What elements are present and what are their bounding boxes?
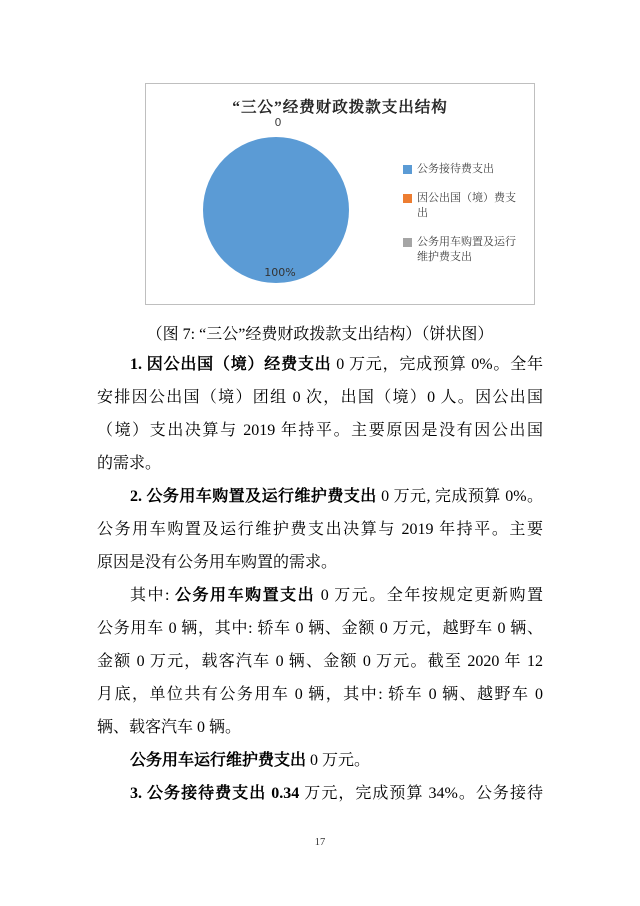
text-segment: 万元，完成预算 34%。公务接待 xyxy=(299,785,543,802)
page-number: 17 xyxy=(314,837,326,848)
legend-swatch-gray-icon xyxy=(403,238,412,247)
text-segment: 0 万元。 xyxy=(306,752,371,769)
body-line xyxy=(97,777,543,810)
body-line xyxy=(97,381,543,414)
pie-slice-reception-expense xyxy=(203,137,349,283)
pie-zero-label: 0 xyxy=(274,116,282,129)
body-line xyxy=(97,480,543,513)
text-segment: 金额 0 万元，载客汽车 0 辆、金额 0 万元。截至 2020 年 12 xyxy=(97,653,543,670)
expenditure-structure-chart xyxy=(145,83,535,305)
legend-label: 因公出国（境）费支出 xyxy=(417,192,516,219)
text-segment: 其中: xyxy=(130,587,176,604)
text-segment: 2. 公务用车购置及运行维护费支出 xyxy=(130,488,377,505)
body-line xyxy=(97,612,543,645)
legend-swatch-blue-icon xyxy=(403,165,412,174)
text-segment: 0 万元，完成预算 0%。全年 xyxy=(331,356,543,373)
body-line xyxy=(97,645,543,678)
text-segment: 公务用车购置及运行维护费支出决算与 2019 年持平。主要 xyxy=(97,521,543,538)
body-line xyxy=(97,579,543,612)
text-segment: 0 万元, 完成预算 0%。 xyxy=(376,488,543,505)
body-line xyxy=(97,711,543,744)
text-segment: 3. 公务接待费支出 0.34 xyxy=(130,785,300,802)
legend-item-abroad xyxy=(403,191,521,221)
text-segment: 1. 因公出国（境）经费支出 xyxy=(130,356,332,373)
legend-label: 公务接待费支出 xyxy=(417,163,494,175)
legend-item-vehicle xyxy=(403,235,521,265)
body-text xyxy=(97,348,543,810)
text-segment: 的需求。 xyxy=(97,455,162,472)
figure-caption: （图 7: “三公”经费财政拨款支出结构）（饼状图） xyxy=(146,326,494,343)
chart-legend xyxy=(403,162,521,279)
legend-item-reception xyxy=(403,162,521,177)
body-line xyxy=(97,414,543,447)
text-segment: 0 万元。全年按规定更新购置 xyxy=(315,587,543,604)
text-segment: 公务用车运行维护费支出 xyxy=(130,752,307,769)
body-line xyxy=(97,546,543,579)
legend-label: 公务用车购置及运行维护费支出 xyxy=(417,236,516,263)
text-segment: 辆、载客汽车 0 辆。 xyxy=(97,719,242,736)
text-segment: 月底，单位共有公务用车 0 辆，其中: 轿车 0 辆、越野车 0 xyxy=(97,686,543,703)
body-line xyxy=(97,744,543,777)
text-segment: 安排因公出国（境）团组 0 次，出国（境）0 人。因公出国 xyxy=(97,389,543,406)
legend-swatch-orange-icon xyxy=(403,194,412,203)
pie-percentage-label: 100% xyxy=(264,266,296,279)
text-segment: （境）支出决算与 2019 年持平。主要原因是没有因公出国 xyxy=(97,422,543,439)
text-segment: 公务用车购置支出 xyxy=(175,587,316,604)
body-line xyxy=(97,513,543,546)
text-segment: 原因是没有公务用车购置的需求。 xyxy=(97,554,338,571)
body-line xyxy=(97,678,543,711)
chart-title: “三公”经费财政拨款支出结构 xyxy=(232,99,448,116)
text-segment: 公务用车 0 辆，其中: 轿车 0 辆、金额 0 万元，越野车 0 辆、 xyxy=(97,620,543,637)
body-line xyxy=(97,348,543,381)
body-line xyxy=(97,447,543,480)
